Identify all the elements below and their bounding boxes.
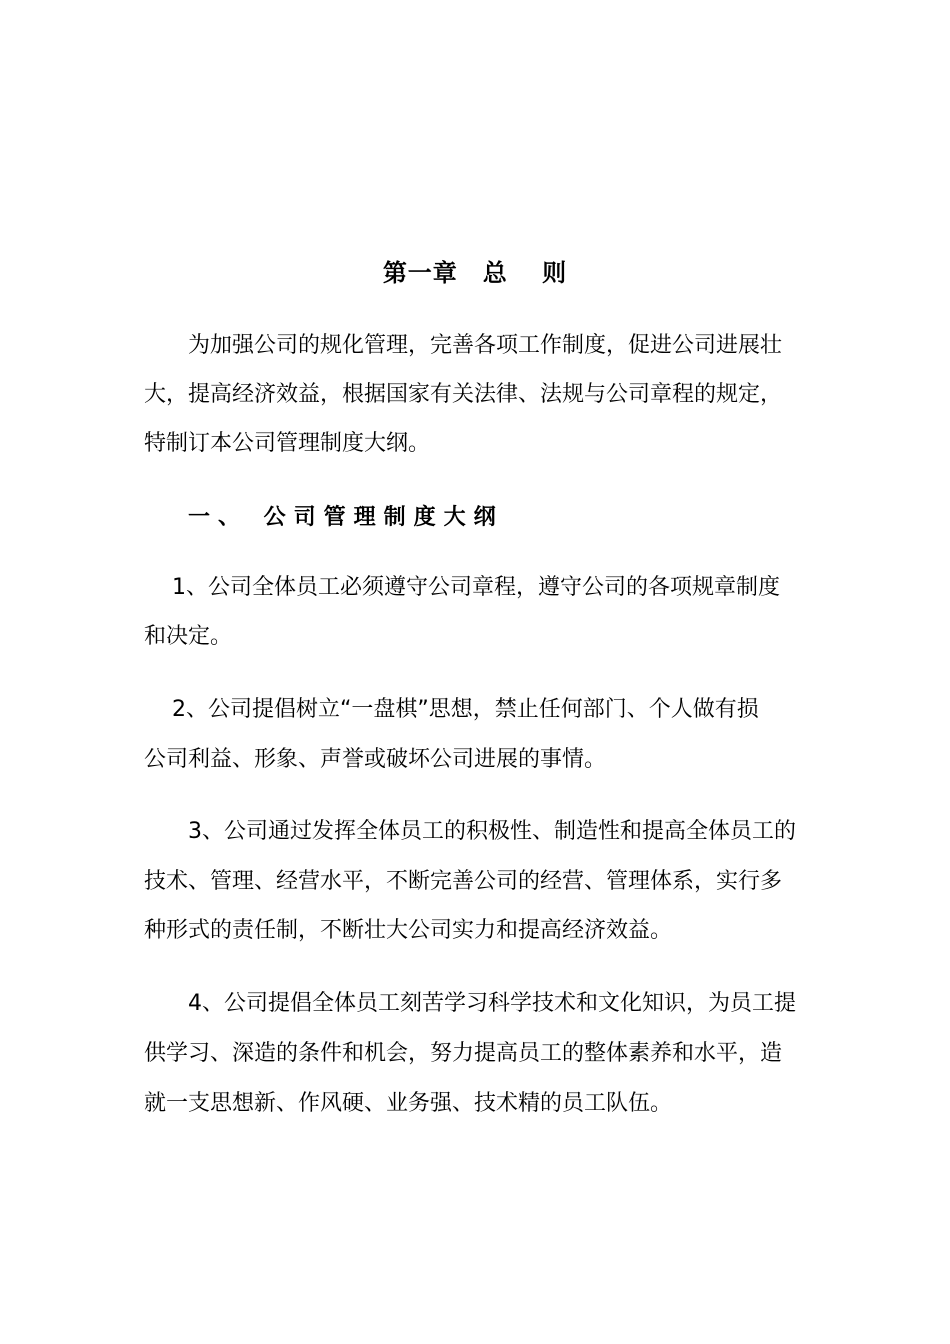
item-line: 4、公司提倡全体员工刻苦学习科学技术和文化知识，为员工提 [188, 991, 796, 1016]
intro-line: 特制订本公司管理制度大纲。 [144, 431, 431, 456]
intro-line: 为加强公司的规化管理，完善各项工作制度，促进公司进展壮 [188, 333, 783, 358]
item-line: 技术、管理、经营水平，不断完善公司的经营、管理体系，实行多 [144, 869, 783, 894]
chapter-title: 第一章 总 则 [382, 259, 568, 287]
section-heading: 一、 公司管理制度大纲 [188, 505, 504, 530]
item-line: 公司利益、形象、声誉或破坏公司进展的事情。 [144, 747, 607, 772]
item-line: 和决定。 [144, 624, 233, 649]
item-line: 1、公司全体员工必须遵守公司章程，遵守公司的各项规章制度 [172, 575, 780, 600]
item-line: 种形式的责任制，不断壮大公司实力和提高经济效益。 [144, 918, 673, 943]
item-line: 2、公司提倡树立“一盘棋”思想，禁止任何部门、个人做有损 [172, 697, 759, 722]
item-line: 供学习、深造的条件和机会，努力提高员工的整体素养和水平，造 [144, 1041, 783, 1066]
item-line: 就一支思想新、作风硬、业务强、技术精的员工队伍。 [144, 1091, 673, 1116]
item-line: 3、公司通过发挥全体员工的积极性、制造性和提高全体员工的 [188, 819, 796, 844]
intro-line: 大，提高经济效益，根据国家有关法律、法规与公司章程的规定， [144, 382, 783, 407]
